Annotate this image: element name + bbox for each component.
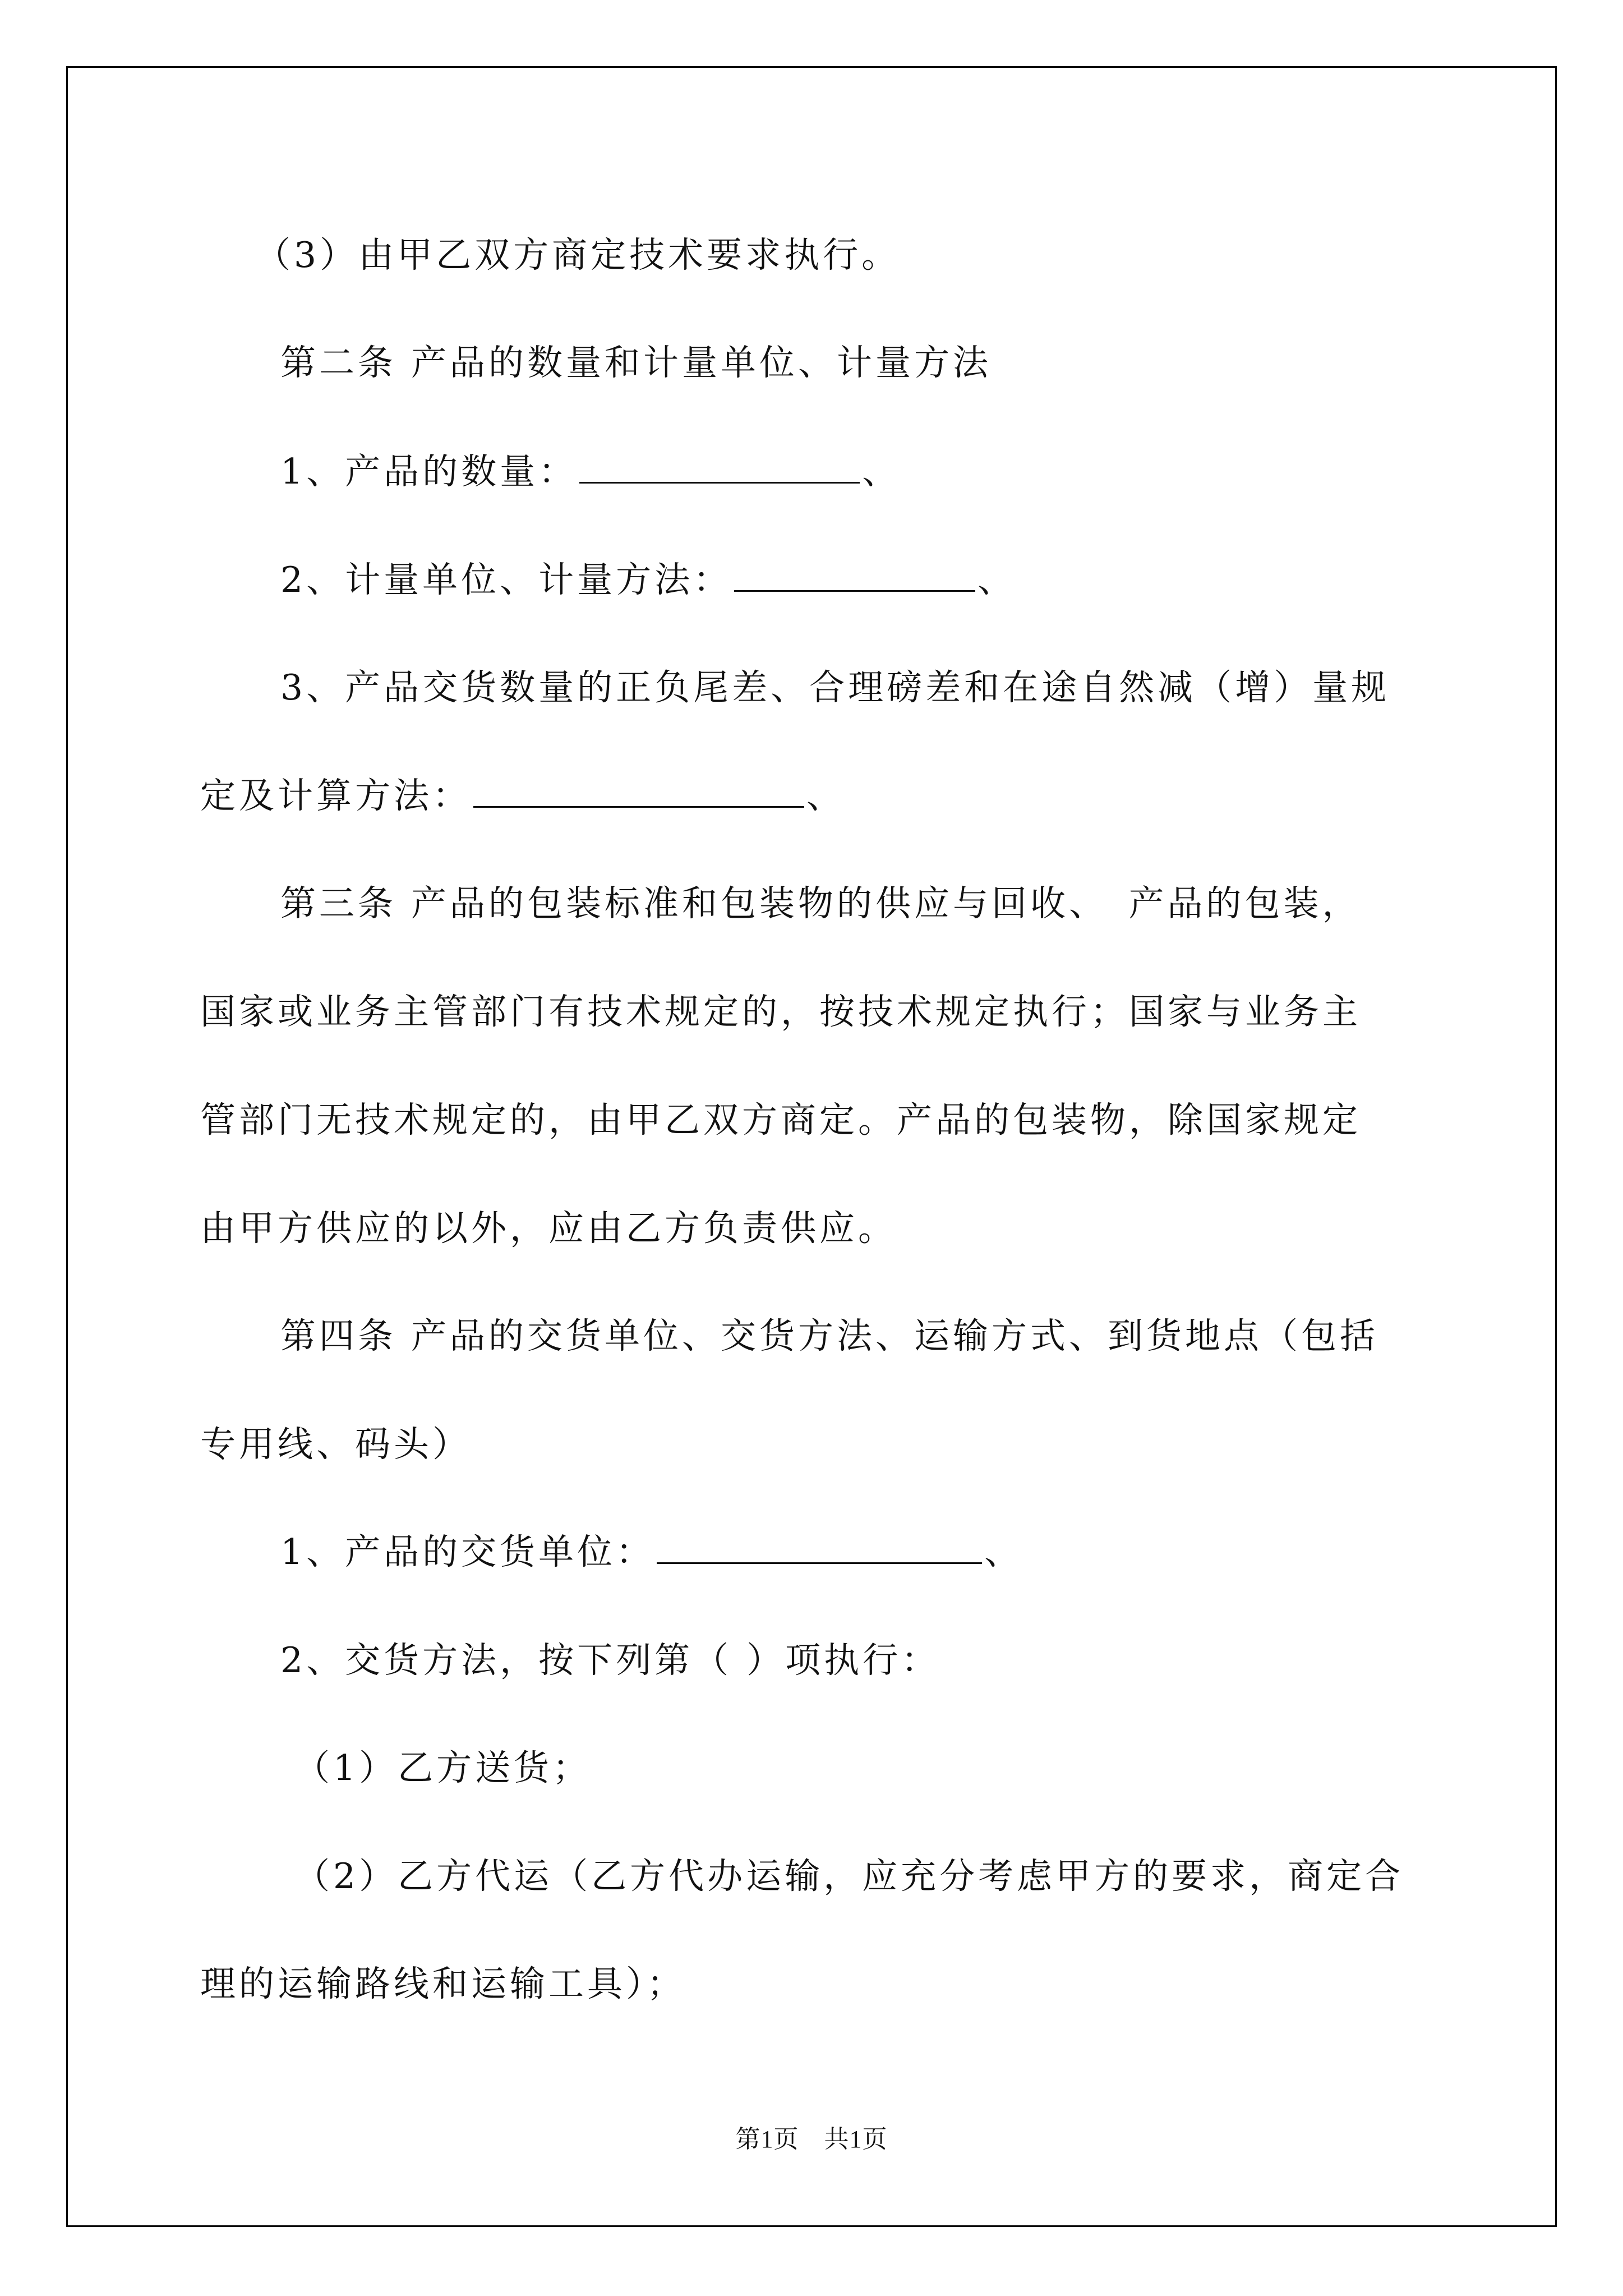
line-text: 第四条 产品的交货单位、交货方法、运输方式、到货地点（包括 <box>280 1315 1379 1356</box>
fill-in-blank <box>473 777 804 808</box>
line-text: 1、产品的数量： <box>280 451 578 492</box>
article-4-line-2 <box>200 1416 471 1467</box>
line-text: 第三条 产品的包装标准和包装物的供应与回收、 产品的包装， <box>280 883 1361 924</box>
page-footer <box>0 2119 1623 2155</box>
line-text: （2）乙方代运（乙方代办运输，应充分考虑甲方的要求，商定合 <box>294 1856 1404 1897</box>
quantity-line <box>280 443 901 494</box>
line-text: 2、交货方法，按下列第（ ）项执行： <box>280 1640 940 1681</box>
option-1-line <box>294 1740 591 1791</box>
article-2-heading <box>280 334 992 385</box>
article-3-line-2 <box>200 983 1361 1034</box>
line-text: 3、产品交货数量的正负尾差、合理磅差和在途自然减（增）量规 <box>280 667 1390 708</box>
line-text: 管部门无技术规定的，由甲乙双方商定。产品的包装物，除国家规定 <box>200 1099 1361 1140</box>
line-text: 1、产品的交货单位： <box>280 1531 655 1572</box>
fill-in-blank <box>734 561 975 592</box>
article-3-line-4 <box>200 1200 897 1251</box>
line-text: 国家或业务主管部门有技术规定的，按技术规定执行；国家与业务主 <box>200 991 1361 1032</box>
line-text: 2、计量单位、计量方法： <box>280 559 732 600</box>
line-text: 第二条 产品的数量和计量单位、计量方法 <box>280 342 992 383</box>
line-text: 由甲方供应的以外，应由乙方负责供应。 <box>200 1208 897 1249</box>
measurement-unit-line <box>280 551 1016 602</box>
article-3-line-3 <box>200 1092 1361 1143</box>
tolerance-line-2 <box>200 767 845 818</box>
line-text: 、 <box>862 451 901 492</box>
option-2-line-1 <box>294 1848 1404 1899</box>
line-text: 、 <box>978 559 1017 600</box>
option-2-line-2 <box>200 1955 686 2007</box>
tolerance-line-1 <box>280 659 1390 710</box>
clause-item-3-technical-requirements <box>255 227 900 278</box>
article-3-line-1 <box>280 875 1361 926</box>
line-text: 、 <box>806 775 845 816</box>
line-text: （1）乙方送货； <box>294 1747 592 1788</box>
fill-in-blank <box>657 1533 982 1564</box>
fill-in-blank <box>579 453 860 484</box>
page-number-label: 第1页 共1页 <box>735 2125 888 2153</box>
page-border <box>66 66 1557 2227</box>
line-text: 理的运输路线和运输工具）； <box>200 1963 686 2004</box>
line-text: 专用线、码头） <box>200 1424 471 1465</box>
delivery-unit-line <box>280 1524 1023 1575</box>
line-text: （3）由甲乙双方商定技术要求执行。 <box>255 234 901 275</box>
article-4-line-1 <box>280 1308 1378 1359</box>
line-text: 定及计算方法： <box>200 775 471 816</box>
line-text: 、 <box>984 1531 1023 1572</box>
delivery-method-line <box>280 1632 940 1683</box>
